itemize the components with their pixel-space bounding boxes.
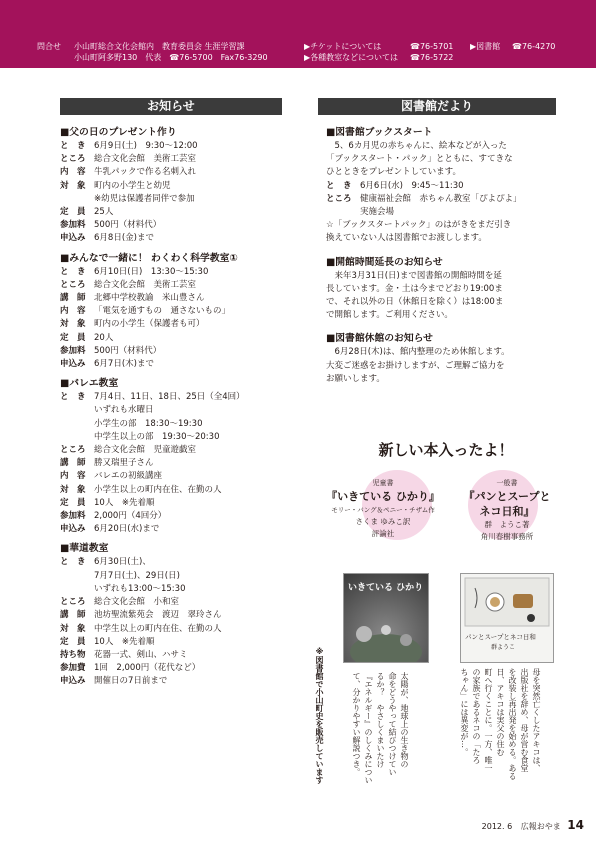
event-detail-value: 総合文化会館 美術工芸室 — [94, 154, 197, 165]
event-detail-value: 10人 ※先着順 — [94, 497, 155, 508]
event-detail-key — [60, 431, 94, 444]
event-detail-row — [60, 556, 284, 569]
event-detail-value: バレエの初級講座 — [94, 471, 163, 482]
hours-text-2: 長しています。金・土は今までどおり19:00ま — [326, 283, 503, 294]
event-detail-key: 申込み — [60, 524, 86, 535]
description-line: ちゃん」には異変が…。 — [460, 668, 469, 756]
event-detail-value: 花器一式、剣山、ハサミ — [94, 649, 188, 660]
event-detail-value: 総合文化会館 児童遊戯室 — [94, 445, 197, 456]
event-detail-value: 6月9日(土) 9:30～12:00 — [94, 141, 198, 151]
event-detail-key — [60, 193, 94, 206]
event-detail-value: 6月8日(金)まで — [94, 233, 154, 244]
event-detail-key: 申込み — [60, 676, 86, 687]
description-line: 母を突然亡くしたアキコは、 — [532, 668, 541, 772]
library-tel: ☎76-4270 — [512, 42, 556, 51]
event-detail-key: 対 象 — [60, 484, 86, 495]
event-detail-value: 2,000円（4回分） — [94, 511, 167, 522]
event-detail-value: 1回 2,000円（花代など） — [94, 663, 201, 674]
event-detail-row — [60, 444, 284, 457]
event-detail-row — [60, 623, 284, 636]
description-line: の家族であるネコの「たろ — [472, 668, 481, 764]
bookstart-row-place: ところ 健康福祉会館 赤ちゃん教室「ぴよぴよ」 — [326, 193, 522, 204]
event-detail-key: と き — [60, 392, 86, 403]
event-detail-row — [60, 497, 284, 510]
event-detail-row — [60, 180, 284, 193]
event-detail-key — [60, 583, 94, 596]
event-detail-row — [60, 404, 284, 417]
closed-text-2: 大変ご迷惑をお掛けしますが、ご理解ご協力を — [326, 360, 505, 371]
bookstart-row-place-2: 実施会場 — [360, 207, 395, 218]
event-detail-value: 500円（材料代） — [94, 220, 162, 231]
description-line: 日、アキコは実父の住む — [496, 668, 505, 756]
book1-description — [350, 672, 410, 792]
event-detail-key: 対 象 — [60, 319, 86, 330]
event-detail-row — [60, 318, 284, 331]
description-line: を改装し再出発を始める。ある — [508, 668, 517, 780]
book1-category: 児童書 — [372, 479, 394, 487]
event-detail-row — [60, 266, 284, 279]
town-history-note: ※図書館で小山町史を販売しています — [315, 647, 324, 784]
event-detail-row — [60, 206, 284, 219]
event-detail-value: 勝又瑞里子さん — [94, 458, 154, 469]
closed-text-1: 6月28日(木)は、館内整理のため休館します。 — [334, 347, 510, 358]
book1-publisher: 評論社 — [371, 529, 395, 538]
description-line: 命をどうやって結びつけてい — [388, 672, 397, 776]
event-detail-key: 申込み — [60, 233, 86, 244]
ticket-label: ▶チケットについては — [304, 42, 382, 51]
description-line: 太陽が、地球上の生き物の — [400, 672, 409, 768]
closed-text-3: お願いします。 — [326, 373, 385, 384]
bookstart-title: ■図書館ブックスタート — [326, 127, 433, 138]
book2-cover — [460, 573, 554, 663]
event-detail-row — [60, 649, 284, 662]
book2-publisher: 角川春樹事務所 — [480, 532, 534, 541]
news-column — [60, 120, 284, 689]
event-detail-row — [60, 219, 284, 232]
event-detail-key: 定 員 — [60, 207, 86, 218]
book2-cover-author: 群ようこ — [491, 644, 516, 651]
event-detail-value: 7月7日(土)、29日(日) — [94, 570, 180, 581]
bookstart-note-2: 換えていない人は図書館でお渡しします。 — [326, 233, 487, 244]
event-detail-row — [60, 609, 284, 622]
event-detail-value: 総合文化会館 美術工芸室 — [94, 279, 197, 290]
book1-cover — [343, 573, 429, 663]
event-detail-key: 申込み — [60, 359, 86, 370]
ticket-tel: ☎76-5701 — [410, 42, 454, 51]
event-detail-key: 内 容 — [60, 167, 86, 178]
bookstart-note-1: ☆「ブックスタートパック」のはがきをまだ引き — [326, 220, 512, 231]
event-detail-row — [60, 279, 284, 292]
event-title: ■バレエ教室 — [60, 378, 119, 390]
event-detail-value: 25人 — [94, 207, 114, 218]
event-detail-key: 対 象 — [60, 623, 86, 634]
event-detail-value: 池坊聖流紫苑会 渡辺 翠玲さん — [94, 610, 222, 621]
event-title: ■華道教室 — [60, 543, 109, 555]
event-detail-value: いずれも水曜日 — [94, 405, 154, 416]
event-detail-value: 町内の小学生と幼児 — [94, 180, 171, 191]
book2-description — [458, 668, 542, 788]
book1-cover-title: いきている ひかり — [348, 583, 424, 593]
event-detail-row — [60, 418, 284, 431]
footer-publication: 広報おやま — [520, 822, 561, 831]
event-detail-row — [60, 232, 284, 245]
news-heading: お知らせ — [60, 98, 282, 115]
book2-title-2: ネコ日和』 — [479, 505, 535, 518]
event-detail-value: ※幼児は保護者同伴で参加 — [94, 193, 195, 204]
description-line: て、分かりやすい解説つき。 — [352, 672, 361, 776]
event-detail-key: と き — [60, 266, 86, 277]
page-footer — [482, 818, 584, 832]
event-detail-value: 町内の小学生（保護者も可） — [94, 319, 205, 330]
event-detail-key: 持ち物 — [60, 649, 86, 660]
book1-title: 『いきている ひかり』 — [326, 490, 440, 503]
event-detail-value: 6月20日(水)まで — [94, 524, 160, 535]
event-detail-row — [60, 570, 284, 583]
event-detail-row — [60, 675, 284, 688]
event-detail-row — [60, 523, 284, 536]
event-detail-value: 6月10日(日) 13:30～15:30 — [94, 266, 209, 277]
contact-label: 問合せ — [37, 42, 61, 51]
event-detail-row — [60, 153, 284, 166]
event-detail-value: 小学生の部 18:30～19:30 — [94, 418, 203, 429]
book2-info — [446, 477, 568, 543]
event-detail-row — [60, 484, 284, 497]
event-detail-row — [60, 140, 284, 153]
library-heading: 図書館だより — [318, 98, 556, 115]
event-detail-value: 牛乳パックで作る名刺入れ — [94, 167, 197, 178]
event-detail-row — [60, 510, 284, 523]
event-detail-key: 参加料 — [60, 220, 86, 231]
event-detail-value: 中学生以上の部 19:30～20:30 — [94, 431, 220, 442]
event-detail-key: 内 容 — [60, 306, 86, 317]
event-detail-value: 「電気を通すもの 通さないもの」 — [94, 306, 231, 317]
event-detail-value: 7月4日、11日、18日、25日（全4回） — [94, 392, 245, 403]
event-detail-value: いずれも13:00～15:30 — [94, 583, 186, 594]
event-detail-key: 定 員 — [60, 636, 86, 647]
book2-category: 一般書 — [496, 479, 518, 487]
event-detail-key: と き — [60, 557, 86, 568]
contact-org-line1: 小山町総合文化会館内 教育委員会 生涯学習課 — [74, 42, 245, 51]
event-title: ■みんなで一緒に！ わくわく科学教室① — [60, 252, 238, 264]
events-label: ▶各種教室などについては — [304, 53, 398, 62]
event-detail-value: 20人 — [94, 332, 114, 343]
contact-org-line2: 小山町阿多野130 代表 ☎76-5700 Fax76-3290 — [74, 53, 268, 62]
event-detail-key: と き — [60, 141, 86, 151]
event-detail-row — [60, 358, 284, 371]
event-detail-key: 対 象 — [60, 180, 86, 191]
event-detail-key: 参加料 — [60, 345, 86, 356]
event-detail-row — [60, 193, 284, 206]
footer-issue: 2012. 6 — [481, 822, 513, 831]
event-detail-value: 500円（材料代） — [94, 345, 162, 356]
event-detail-row — [60, 391, 284, 404]
event-detail-key: ところ — [60, 597, 86, 608]
event-detail-value: 10人 ※先着順 — [94, 636, 155, 647]
event-detail-key: 講 師 — [60, 610, 86, 621]
description-line: 『エネルギー』のしくみについ — [364, 672, 373, 784]
event-detail-row — [60, 583, 284, 596]
event-detail-row — [60, 431, 284, 444]
event-detail-key: 講 師 — [60, 293, 86, 304]
hours-text-3: で、それ以外の日（休館日を除く）は18:00ま — [326, 297, 504, 308]
event-detail-key — [60, 418, 94, 431]
footer-page-number: 14 — [567, 818, 584, 832]
bookstart-text-1: 5、6カ月児の赤ちゃんに、絵本などが入った — [334, 141, 507, 151]
event-detail-row — [60, 305, 284, 318]
library-column — [326, 120, 558, 386]
event-detail-row — [60, 457, 284, 470]
event-detail-key: ところ — [60, 279, 86, 290]
bookstart-text-2: 「ブックスタート・パック」とともに、すてきな — [326, 154, 513, 165]
event-detail-row — [60, 636, 284, 649]
event-detail-key: 参加料 — [60, 511, 86, 522]
book1-author: モリー・バング＆ペニー・チザム作 — [331, 506, 435, 514]
event-detail-value: 6月30日(土)、 — [94, 557, 151, 568]
event-detail-key: 内 容 — [60, 471, 86, 482]
event-detail-value: 中学生以上の町内在住、在勤の人 — [94, 623, 222, 634]
new-books-title: 新しい本入ったよ！ — [378, 441, 514, 459]
event-detail-key: 講 師 — [60, 458, 86, 469]
description-line: 出版社を辞め、母が営む食堂 — [520, 668, 529, 772]
event-detail-key: ところ — [60, 445, 86, 456]
hours-text-1: 来年3月31日(日)まで図書館の開館時間を延 — [334, 270, 502, 281]
event-detail-key: 定 員 — [60, 332, 86, 343]
hours-title: ■開館時間延長のお知らせ — [326, 256, 443, 268]
event-detail-row — [60, 166, 284, 179]
event-detail-value: 北郷中学校教諭 米山豊さん — [94, 293, 205, 304]
event-detail-value: 総合文化会館 小和室 — [94, 597, 180, 608]
event-detail-value: 開催日の7日前まで — [94, 676, 168, 687]
event-detail-row — [60, 292, 284, 305]
event-detail-key: 定 員 — [60, 497, 86, 508]
event-detail-row — [60, 662, 284, 675]
book1-translator: さくま ゆみこ訳 — [355, 517, 411, 526]
event-detail-row — [60, 470, 284, 483]
event-title: ■父の日のプレゼント作り — [60, 127, 177, 138]
event-detail-row — [60, 596, 284, 609]
event-detail-key — [60, 404, 94, 417]
library-label: ▶図書館 — [470, 42, 501, 51]
event-detail-key: ところ — [60, 154, 86, 165]
event-detail-value: 6月7日(木)まで — [94, 359, 154, 370]
contact-header-bar — [0, 0, 596, 68]
bookstart-row-date: と き 6月6日(水) 9:45～11:30 — [326, 180, 464, 191]
hours-text-4: で開館します。ご利用ください。 — [326, 310, 453, 321]
events-tel: ☎76-5722 — [410, 53, 454, 62]
description-line: 町へ行くことに。一方、唯一 — [484, 668, 493, 772]
event-detail-value: 小学生以上の町内在住、在勤の人 — [94, 484, 222, 495]
book1-info — [322, 477, 444, 540]
description-line: るか？ やさしくまいたけ — [376, 672, 385, 768]
bookstart-text-3: ひとときをプレゼントしています。 — [326, 167, 461, 178]
event-detail-key: 参加費 — [60, 663, 86, 674]
book1-cover-illustration — [344, 612, 428, 662]
event-detail-row — [60, 332, 284, 345]
book2-cover-illustration — [461, 574, 553, 630]
book2-title: 『パンとスープと — [463, 490, 551, 503]
book2-cover-title: パンとスープとネコ日和 — [465, 633, 536, 641]
event-detail-key — [60, 570, 94, 583]
event-detail-row — [60, 345, 284, 358]
closed-title: ■図書館休館のお知らせ — [326, 333, 433, 345]
book2-author: 群 ようこ著 — [484, 520, 530, 529]
